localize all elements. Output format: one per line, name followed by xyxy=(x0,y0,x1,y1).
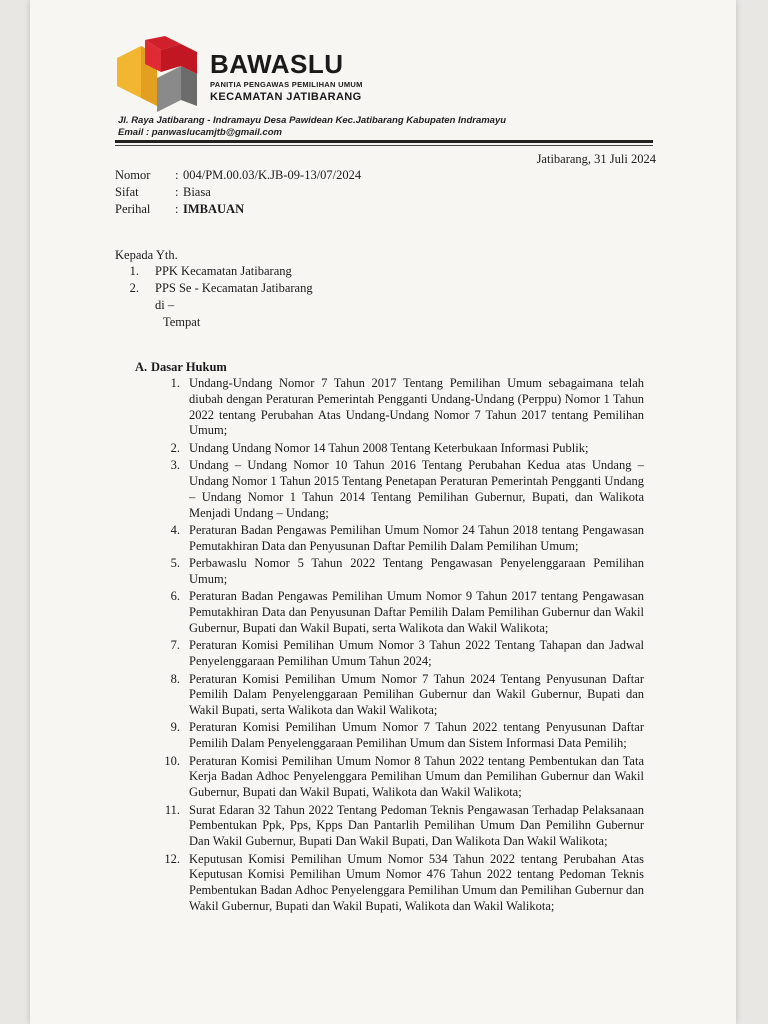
list-item xyxy=(152,672,644,719)
header-rule-thin xyxy=(115,145,653,146)
list-item xyxy=(152,441,644,457)
list-item xyxy=(152,638,644,670)
org-subtitle: PANITIA PENGAWAS PEMILIHAN UMUM xyxy=(210,80,363,89)
list-item xyxy=(152,754,644,801)
list-item xyxy=(152,720,644,752)
list-item xyxy=(152,523,644,555)
item-text: Undang-Undang Nomor 7 Tahun 2017 Tentang Pemilihan Umum sebagaimana telah diubah dengan Peraturan Pemerintah Pengganti Undang-Undang (Perppu) Nomor 1 Tahun 2022 tentang Perubahan Atas Undang-Undang Nomor 7 Tahun 2017 tentang Pemilihan Umum; xyxy=(189,376,644,438)
recipient-item xyxy=(115,263,313,280)
recipient-block xyxy=(115,247,313,330)
section-heading xyxy=(135,360,227,375)
item-text: Peraturan Komisi Pemilihan Umum Nomor 7 Tahun 2024 Tentang Penyusunan Daftar Pemilih Dalam Penyelenggaraan Pemilihan Gubernur dan Wakil Gubernur, Bupati dan Wakil Bupati, serta Walikota dan Wakil Walikota; xyxy=(189,671,644,718)
item-number: 5. xyxy=(170,556,180,571)
recipient-di: di – xyxy=(155,298,175,312)
item-number: 10. xyxy=(164,753,180,768)
section-letter: A. xyxy=(135,360,148,374)
recipient-intro: Kepada Yth. xyxy=(115,248,178,262)
item-text: Keputusan Komisi Pemilihan Umum Nomor 534 Tahun 2022 tentang Perubahan Atas Keputusan Komisi Pemilihan Umum Nomor 476 Tahun 2022 tentang Pedoman Teknis Pembentukan Badan Adhoc Penyelenggara Pemilihan Umum dan Pemilihan Gubernur dan Wakil Gubernur, Bupati dan Wakil Bupati, Walikota dan Wakil Walikota; xyxy=(189,851,644,914)
meta-label: Nomor xyxy=(115,168,151,182)
list-item xyxy=(152,458,644,521)
item-number: 11. xyxy=(164,802,180,817)
meta-label: Sifat xyxy=(115,185,139,199)
item-text: Peraturan Komisi Pemilihan Umum Nomor 3 Tahun 2022 Tentang Tahapan dan Jadwal Penyelenggaraan Pemilihan Umum Tahun 2024; xyxy=(189,638,644,669)
item-text: Peraturan Badan Pengawas Pemilihan Umum Nomor 24 Tahun 2018 tentang Pengawasan Pemutakhiran Data dan Penyusunan Daftar Pemilih Dalam Pemilihan Umum; xyxy=(189,522,644,553)
letterhead xyxy=(210,50,363,104)
item-number: 12. xyxy=(164,851,180,866)
bawaslu-logo xyxy=(115,36,205,114)
item-number: 9. xyxy=(170,720,180,735)
list-item xyxy=(152,589,644,636)
list-item xyxy=(152,556,644,588)
item-text: Peraturan Badan Pengawas Pemilihan Umum Nomor 9 Tahun 2017 tentang Pengawasan Pemutakhiran Data dan Penyusunan Daftar Pemilih Dalam Pemilihan Gubernur dan Wakil Gubernur, Bupati dan Wakil Bupati, serta Walikota dan Wakil Walikota; xyxy=(189,589,644,635)
recipient-item xyxy=(115,280,313,297)
org-name: BAWASLU xyxy=(210,49,344,79)
item-text: Peraturan Komisi Pemilihan Umum Nomor 7 Tahun 2022 tentang Penyusunan Daftar Pemilih Dalam Penyelenggaraan Pemilihan Umum dan Sistem Informasi Data Pemilih; xyxy=(189,720,644,751)
item-text: Undang – Undang Nomor 10 Tahun 2016 Tentang Perubahan Kedua atas Undang – Undang Nomor 1 Tahun 2015 Tentang Penetapan Peraturan Pemerintah Pengganti Undang – Undang Nomor 1 Tahun 2014 Tentang Pemilihan Gubernur, Bupati, dan Walikota Menjadi Undang – Undang; xyxy=(189,458,644,520)
address-block xyxy=(118,115,506,139)
recipient-number: 1. xyxy=(129,264,139,278)
legal-basis-list xyxy=(152,376,644,916)
meta-separator: : xyxy=(175,202,179,216)
section-title: Dasar Hukum xyxy=(151,360,227,374)
header-rule-thick xyxy=(115,140,653,143)
meta-separator: : xyxy=(175,185,179,199)
meta-row-perihal xyxy=(115,201,361,218)
list-item xyxy=(152,803,644,850)
meta-label: Perihal xyxy=(115,202,151,216)
meta-value: Biasa xyxy=(183,185,211,199)
list-item xyxy=(152,376,644,439)
item-text: Undang Undang Nomor 14 Tahun 2008 Tentang Keterbukaan Informasi Publik; xyxy=(189,440,589,455)
recipient-tempat: Tempat xyxy=(163,315,201,329)
email-line: Email : panwaslucamjtb@gmail.com xyxy=(118,127,282,138)
item-number: 7. xyxy=(170,638,180,653)
letter-meta xyxy=(115,167,361,218)
letter-date: Jatibarang, 31 Juli 2024 xyxy=(536,152,656,166)
item-text: Perbawaslu Nomor 5 Tahun 2022 Tentang Pengawasan Penyelenggaraan Pemilihan Umum; xyxy=(189,556,644,586)
item-number: 4. xyxy=(170,522,180,537)
item-number: 2. xyxy=(170,440,180,455)
recipient-text: PPS Se - Kecamatan Jatibarang xyxy=(155,281,313,295)
item-number: 3. xyxy=(170,458,180,473)
item-text: Peraturan Komisi Pemilihan Umum Nomor 8 Tahun 2022 tentang Pembentukan dan Tata Kerja Badan Adhoc Penyelenggara Pemilihan Umum dan Pemilihan Gubernur dan Wakil Gubernur, Bupati dan Wakil Bupati, Walikota dan Wakil Walikota; xyxy=(189,753,644,800)
item-number: 1. xyxy=(170,376,180,390)
item-text: Surat Edaran 32 Tahun 2022 Tentang Pedoman Teknis Pengawasan Terhadap Pelaksanaan Pembentukan Ppk, Pps, Kpps Dan Pantarlih Pemilihan Umum Dan Pemilihn Gubernur Dan Wakil Gubernur, Bupati Dan Wakil Bupati, Dan Walikota Dan Wakil Walikota; xyxy=(189,802,644,849)
item-number: 8. xyxy=(170,671,180,686)
recipient-number: 2. xyxy=(129,281,139,295)
list-item xyxy=(152,852,644,915)
meta-value: IMBAUAN xyxy=(183,202,245,216)
recipient-list xyxy=(115,263,313,297)
meta-row-nomor xyxy=(115,167,361,184)
recipient-text: PPK Kecamatan Jatibarang xyxy=(155,264,292,278)
address-line: Jl. Raya Jatibarang - Indramayu Desa Pawidean Kec.Jatibarang Kabupaten Indramayu xyxy=(118,115,507,126)
meta-value: 004/PM.00.03/K.JB-09-13/07/2024 xyxy=(183,168,362,182)
item-number: 6. xyxy=(170,589,180,604)
meta-row-sifat xyxy=(115,184,361,201)
org-unit: KECAMATAN JATIBARANG xyxy=(210,91,362,103)
meta-separator: : xyxy=(175,168,179,182)
